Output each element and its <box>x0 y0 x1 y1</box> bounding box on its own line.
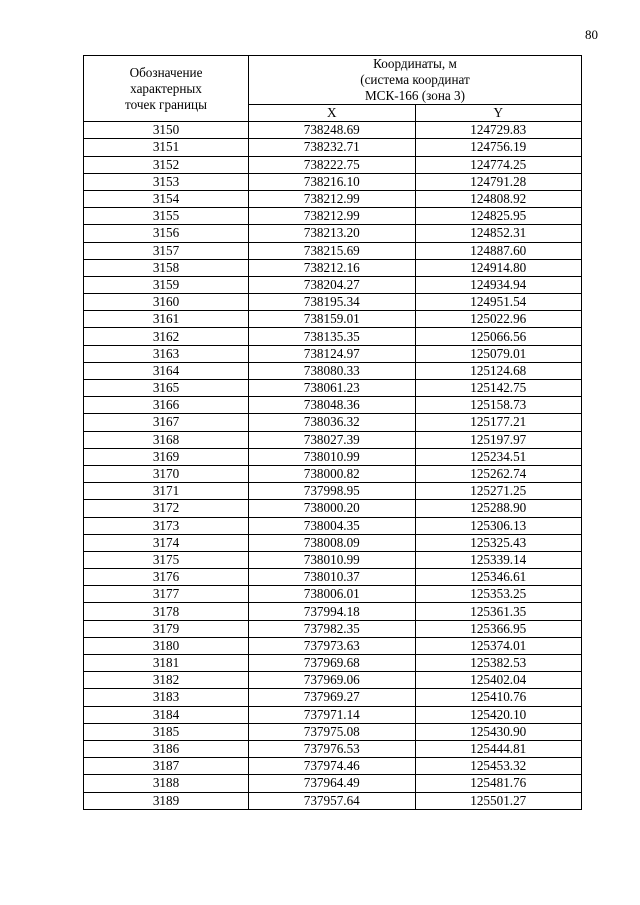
table-row <box>84 620 582 637</box>
y-coordinate-cell: 125271.25 <box>415 483 582 500</box>
point-id-cell: 3186 <box>84 740 249 757</box>
header-point-line: точек границы <box>125 96 207 112</box>
table-row <box>84 259 582 276</box>
x-coordinate-cell: 738248.69 <box>249 122 416 139</box>
x-coordinate-cell: 738004.35 <box>249 517 416 534</box>
x-coordinate-cell: 737975.08 <box>249 723 416 740</box>
y-coordinate-cell: 124791.28 <box>415 173 582 190</box>
x-coordinate-cell: 738036.32 <box>249 414 416 431</box>
y-coordinate-cell: 125325.43 <box>415 534 582 551</box>
header-point-line: характерных <box>130 80 202 96</box>
x-coordinate-cell: 737969.27 <box>249 689 416 706</box>
table-row <box>84 775 582 792</box>
point-id-cell: 3182 <box>84 672 249 689</box>
table-row <box>84 242 582 259</box>
table-body <box>84 122 582 810</box>
point-id-cell: 3165 <box>84 380 249 397</box>
point-id-cell: 3179 <box>84 620 249 637</box>
table-row <box>84 706 582 723</box>
point-id-cell: 3178 <box>84 603 249 620</box>
x-coordinate-cell: 737973.63 <box>249 637 416 654</box>
x-coordinate-cell: 737974.46 <box>249 758 416 775</box>
header-y: Y <box>415 105 582 122</box>
y-coordinate-cell: 125410.76 <box>415 689 582 706</box>
y-coordinate-cell: 125079.01 <box>415 345 582 362</box>
x-coordinate-cell: 737969.68 <box>249 655 416 672</box>
point-id-cell: 3172 <box>84 500 249 517</box>
table-row <box>84 397 582 414</box>
y-coordinate-cell: 124774.25 <box>415 156 582 173</box>
table-row <box>84 139 582 156</box>
point-id-cell: 3169 <box>84 448 249 465</box>
table-row <box>84 208 582 225</box>
table-row <box>84 173 582 190</box>
table-row <box>84 156 582 173</box>
table-row <box>84 689 582 706</box>
x-coordinate-cell: 738159.01 <box>249 311 416 328</box>
y-coordinate-cell: 125197.97 <box>415 431 582 448</box>
x-coordinate-cell: 737957.64 <box>249 792 416 809</box>
point-id-cell: 3175 <box>84 551 249 568</box>
point-id-cell: 3171 <box>84 483 249 500</box>
y-coordinate-cell: 125501.27 <box>415 792 582 809</box>
point-id-cell: 3164 <box>84 362 249 379</box>
point-id-cell: 3162 <box>84 328 249 345</box>
x-coordinate-cell: 738213.20 <box>249 225 416 242</box>
point-id-cell: 3173 <box>84 517 249 534</box>
y-coordinate-cell: 125234.51 <box>415 448 582 465</box>
x-coordinate-cell: 738010.99 <box>249 551 416 568</box>
table-row <box>84 603 582 620</box>
table-row <box>84 465 582 482</box>
y-coordinate-cell: 125444.81 <box>415 740 582 757</box>
x-coordinate-cell: 738135.35 <box>249 328 416 345</box>
y-coordinate-cell: 125288.90 <box>415 500 582 517</box>
y-coordinate-cell: 125022.96 <box>415 311 582 328</box>
x-coordinate-cell: 738000.20 <box>249 500 416 517</box>
table-row <box>84 569 582 586</box>
x-coordinate-cell: 737994.18 <box>249 603 416 620</box>
point-id-cell: 3157 <box>84 242 249 259</box>
point-id-cell: 3185 <box>84 723 249 740</box>
table-row <box>84 723 582 740</box>
table-row <box>84 190 582 207</box>
point-id-cell: 3170 <box>84 465 249 482</box>
table-row <box>84 517 582 534</box>
x-coordinate-cell: 737998.95 <box>249 483 416 500</box>
header-point-designation <box>84 56 249 122</box>
table-row <box>84 225 582 242</box>
table-row <box>84 448 582 465</box>
x-coordinate-cell: 738222.75 <box>249 156 416 173</box>
x-coordinate-cell: 737971.14 <box>249 706 416 723</box>
header-point-line: Обозначение <box>129 64 203 80</box>
point-id-cell: 3167 <box>84 414 249 431</box>
x-coordinate-cell: 738061.23 <box>249 380 416 397</box>
x-coordinate-cell: 738048.36 <box>249 397 416 414</box>
y-coordinate-cell: 124934.94 <box>415 276 582 293</box>
x-coordinate-cell: 738204.27 <box>249 276 416 293</box>
table-row <box>84 345 582 362</box>
point-id-cell: 3180 <box>84 637 249 654</box>
y-coordinate-cell: 125374.01 <box>415 637 582 654</box>
table-row <box>84 655 582 672</box>
y-coordinate-cell: 124951.54 <box>415 294 582 311</box>
y-coordinate-cell: 125177.21 <box>415 414 582 431</box>
x-coordinate-cell: 738124.97 <box>249 345 416 362</box>
header-coords-line: Координаты, м <box>373 56 457 71</box>
x-coordinate-cell: 738010.99 <box>249 448 416 465</box>
point-id-cell: 3150 <box>84 122 249 139</box>
y-coordinate-cell: 125262.74 <box>415 465 582 482</box>
y-coordinate-cell: 125066.56 <box>415 328 582 345</box>
table-row <box>84 328 582 345</box>
point-id-cell: 3183 <box>84 689 249 706</box>
x-coordinate-cell: 738212.16 <box>249 259 416 276</box>
y-coordinate-cell: 125353.25 <box>415 586 582 603</box>
x-coordinate-cell: 738000.82 <box>249 465 416 482</box>
x-coordinate-cell: 738212.99 <box>249 208 416 225</box>
point-id-cell: 3187 <box>84 758 249 775</box>
point-id-cell: 3163 <box>84 345 249 362</box>
point-id-cell: 3161 <box>84 311 249 328</box>
header-coordinates <box>249 56 582 105</box>
point-id-cell: 3184 <box>84 706 249 723</box>
table-row <box>84 431 582 448</box>
y-coordinate-cell: 125453.32 <box>415 758 582 775</box>
header-x: X <box>249 105 416 122</box>
table-header <box>84 56 582 122</box>
y-coordinate-cell: 125402.04 <box>415 672 582 689</box>
header-coords-line: (система координат <box>360 72 470 87</box>
x-coordinate-cell: 738216.10 <box>249 173 416 190</box>
point-id-cell: 3168 <box>84 431 249 448</box>
x-coordinate-cell: 738027.39 <box>249 431 416 448</box>
point-id-cell: 3160 <box>84 294 249 311</box>
point-id-cell: 3181 <box>84 655 249 672</box>
y-coordinate-cell: 125346.61 <box>415 569 582 586</box>
table-row <box>84 122 582 139</box>
table-row <box>84 792 582 809</box>
table-row <box>84 414 582 431</box>
x-coordinate-cell: 738215.69 <box>249 242 416 259</box>
table-row <box>84 362 582 379</box>
point-id-cell: 3174 <box>84 534 249 551</box>
x-coordinate-cell: 737976.53 <box>249 740 416 757</box>
y-coordinate-cell: 124887.60 <box>415 242 582 259</box>
table-row <box>84 740 582 757</box>
x-coordinate-cell: 738080.33 <box>249 362 416 379</box>
x-coordinate-cell: 738010.37 <box>249 569 416 586</box>
table-row <box>84 758 582 775</box>
y-coordinate-cell: 125481.76 <box>415 775 582 792</box>
y-coordinate-cell: 124825.95 <box>415 208 582 225</box>
point-id-cell: 3154 <box>84 190 249 207</box>
y-coordinate-cell: 125382.53 <box>415 655 582 672</box>
header-row <box>84 56 582 105</box>
y-coordinate-cell: 125124.68 <box>415 362 582 379</box>
x-coordinate-cell: 737969.06 <box>249 672 416 689</box>
y-coordinate-cell: 124756.19 <box>415 139 582 156</box>
y-coordinate-cell: 125361.35 <box>415 603 582 620</box>
y-coordinate-cell: 125430.90 <box>415 723 582 740</box>
point-id-cell: 3159 <box>84 276 249 293</box>
header-coords-line: МСК-166 (зона 3) <box>364 88 466 103</box>
point-id-cell: 3166 <box>84 397 249 414</box>
table-row <box>84 586 582 603</box>
y-coordinate-cell: 125366.95 <box>415 620 582 637</box>
y-coordinate-cell: 124914.80 <box>415 259 582 276</box>
y-coordinate-cell: 125306.13 <box>415 517 582 534</box>
x-coordinate-cell: 738195.34 <box>249 294 416 311</box>
x-coordinate-cell: 738008.09 <box>249 534 416 551</box>
point-id-cell: 3188 <box>84 775 249 792</box>
y-coordinate-cell: 124808.92 <box>415 190 582 207</box>
table-row <box>84 672 582 689</box>
table-row <box>84 294 582 311</box>
table-row <box>84 500 582 517</box>
point-id-cell: 3152 <box>84 156 249 173</box>
table-row <box>84 276 582 293</box>
point-id-cell: 3156 <box>84 225 249 242</box>
y-coordinate-cell: 125158.73 <box>415 397 582 414</box>
x-coordinate-cell: 738232.71 <box>249 139 416 156</box>
table-row <box>84 534 582 551</box>
point-id-cell: 3189 <box>84 792 249 809</box>
table-row <box>84 551 582 568</box>
y-coordinate-cell: 124852.31 <box>415 225 582 242</box>
point-id-cell: 3177 <box>84 586 249 603</box>
table-row <box>84 380 582 397</box>
point-id-cell: 3155 <box>84 208 249 225</box>
y-coordinate-cell: 125420.10 <box>415 706 582 723</box>
y-coordinate-cell: 125142.75 <box>415 380 582 397</box>
y-coordinate-cell: 125339.14 <box>415 551 582 568</box>
x-coordinate-cell: 738006.01 <box>249 586 416 603</box>
x-coordinate-cell: 738212.99 <box>249 190 416 207</box>
coordinates-table <box>83 55 582 810</box>
x-coordinate-cell: 737982.35 <box>249 620 416 637</box>
y-coordinate-cell: 124729.83 <box>415 122 582 139</box>
point-id-cell: 3153 <box>84 173 249 190</box>
point-id-cell: 3151 <box>84 139 249 156</box>
x-coordinate-cell: 737964.49 <box>249 775 416 792</box>
point-id-cell: 3158 <box>84 259 249 276</box>
table-row <box>84 311 582 328</box>
table-row <box>84 637 582 654</box>
table-row <box>84 483 582 500</box>
point-id-cell: 3176 <box>84 569 249 586</box>
page-number: 80 <box>585 27 598 42</box>
